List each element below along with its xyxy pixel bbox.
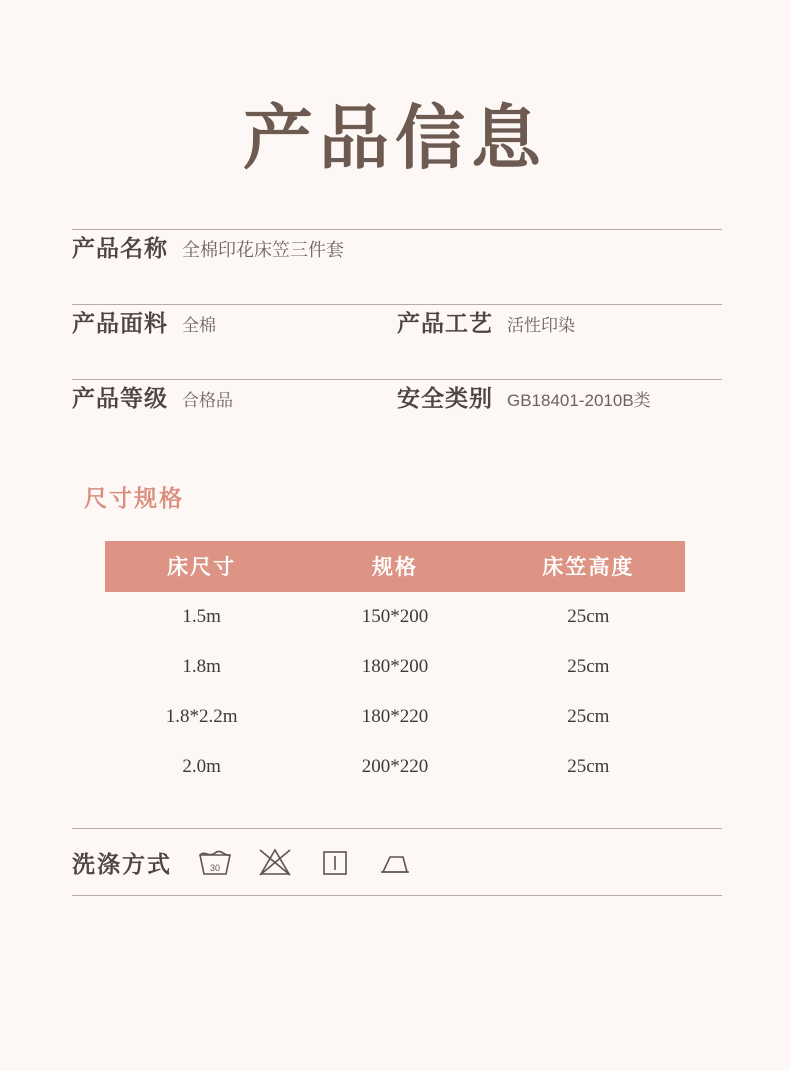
table-header-spec: 规格	[298, 541, 491, 592]
info-label-grade: 产品等级	[72, 385, 168, 411]
table-cell-bed-size: 1.8m	[182, 656, 221, 677]
info-row-name	[72, 230, 722, 304]
no-bleach-icon	[256, 845, 294, 879]
table-cell-bed-size: 1.5m	[182, 606, 221, 627]
table-cell-bed-size: 1.8*2.2m	[165, 706, 238, 727]
table-cell-spec: 180*200	[361, 656, 429, 677]
wash-label: 洗涤方式	[72, 850, 172, 877]
info-value-product-name: 全棉印花床笠三件套	[182, 240, 344, 260]
table-row	[105, 642, 685, 692]
info-block	[72, 229, 722, 454]
table-row	[105, 742, 685, 792]
wash-30-icon	[196, 845, 234, 879]
info-value-craft: 活性印染	[507, 316, 575, 335]
table-cell-spec: 150*200	[361, 606, 429, 627]
table-cell-bed-size: 2.0m	[182, 756, 221, 777]
table-header-height: 床笠高度	[492, 541, 685, 592]
info-label-safety: 安全类别	[397, 385, 493, 411]
table-row	[105, 692, 685, 742]
page-title: 产品信息	[243, 99, 547, 177]
info-label-fabric: 产品面料	[72, 310, 168, 336]
info-row-fabric	[72, 305, 722, 379]
table-header-bed-size: 床尺寸	[105, 541, 298, 592]
table-cell-height: 25cm	[567, 756, 610, 777]
table-cell-spec: 180*220	[361, 706, 429, 727]
table-cell-spec: 200*220	[361, 756, 429, 777]
tumble-dry-icon	[316, 845, 354, 879]
info-field-grade	[72, 380, 397, 413]
info-label-product-name: 产品名称	[72, 235, 168, 261]
info-value-safety: GB18401-2010B类	[507, 391, 651, 410]
wash-section	[72, 829, 722, 895]
info-field-safety	[397, 380, 722, 413]
divider-wash-bottom	[72, 895, 722, 896]
info-field-fabric	[72, 305, 397, 338]
table-cell-height: 25cm	[567, 706, 610, 727]
info-field-product-name	[72, 230, 722, 263]
wash-icon-group	[196, 845, 414, 879]
table-cell-height: 25cm	[567, 606, 610, 627]
info-value-fabric: 全棉	[182, 316, 216, 335]
wash-temp-text: 30	[209, 863, 221, 873]
table-row	[105, 592, 685, 642]
info-row-grade	[72, 380, 722, 454]
size-section-heading: 尺寸规格	[84, 485, 184, 511]
size-spec-table	[105, 541, 685, 792]
table-cell-height: 25cm	[567, 656, 610, 677]
info-field-craft	[397, 305, 722, 338]
info-value-grade: 合格品	[182, 391, 233, 410]
table-header-row	[105, 541, 685, 592]
iron-low-icon	[376, 845, 414, 879]
info-label-craft: 产品工艺	[397, 310, 493, 336]
